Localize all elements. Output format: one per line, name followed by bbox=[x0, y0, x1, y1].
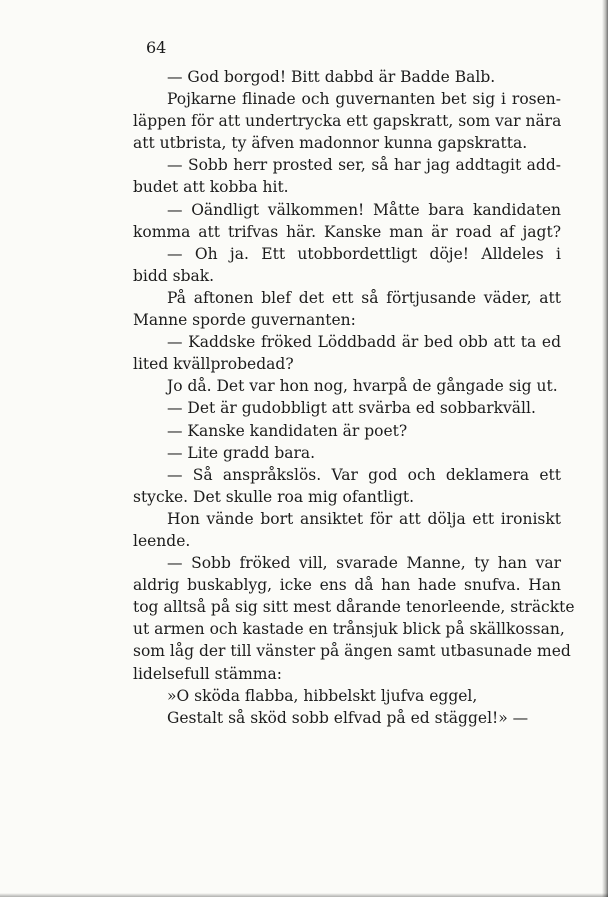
text-line: läppen för att undertrycka ett gapskratt, som var nära bbox=[133, 112, 562, 131]
text-line: komma att trifvas här. Kanske man är road af jagt? bbox=[133, 222, 561, 241]
text-line: aldrig buskablyg, icke ens då han hade snufva. Han bbox=[133, 576, 561, 595]
text-line: Jo då. Det var hon nog, hvarpå de gångade sig ut. bbox=[167, 377, 558, 396]
page-number: 64 bbox=[146, 38, 167, 57]
scan-edge-shadow bbox=[602, 0, 608, 897]
text-line: »O sköda flabba, hibbelskt ljufva eggel, bbox=[167, 686, 478, 705]
text-line: — Sobb fröked vill, svarade Manne, ty han var bbox=[167, 554, 561, 573]
text-line: tog alltså på sig sitt mest dårande tenorleende, sträckte bbox=[133, 598, 575, 617]
text-line: — God borgod! Bitt dabbd är Badde Balb. bbox=[167, 68, 496, 86]
text-line: — Sobb herr prosted ser, så har jag addtagit add- bbox=[167, 156, 561, 175]
text-line: — Oh ja. Ett utobbordettligt döje! Alldeles i bbox=[167, 244, 561, 263]
text-line: — Kaddske fröked Löddbadd är bed obb att ta ed bbox=[167, 333, 561, 352]
body-text bbox=[133, 66, 575, 729]
text-line: — Kanske kandidaten är poet? bbox=[167, 421, 408, 440]
text-line: som låg der till vänster på ängen samt utbasunade med bbox=[133, 642, 571, 661]
text-line: På aftonen blef det ett så förtjusande väder, att bbox=[167, 288, 561, 307]
text-line: Gestalt så sköd sobb elfvad på ed stäggel!» — bbox=[167, 708, 529, 727]
text-line: — Lite gradd bara. bbox=[167, 443, 316, 462]
text-line: budet att kobba hit. bbox=[133, 178, 289, 197]
text-line: Manne sporde guvernanten: bbox=[133, 311, 356, 330]
text-line: Pojkarne flinade och guvernanten bet sig i rosen- bbox=[167, 90, 561, 109]
text-line: att utbrista, ty äfven madonnor kunna gapskratta. bbox=[133, 134, 528, 153]
text-line: ut armen och kastade en trånsjuk blick på skällkossan, bbox=[133, 620, 565, 639]
text-line: stycke. Det skulle roa mig ofantligt. bbox=[133, 487, 415, 506]
text-line: — Så anspråkslös. Var god och deklamera ett bbox=[167, 465, 561, 484]
text-line: leende. bbox=[133, 531, 191, 550]
text-line: Hon vände bort ansiktet för att dölja ett ironiskt bbox=[167, 509, 561, 528]
text-line: lidelsefull stämma: bbox=[133, 664, 282, 683]
text-line: bidd sbak. bbox=[133, 266, 215, 285]
text-line: lited kvällprobedad? bbox=[133, 355, 294, 374]
text-line: — Det är gudobbligt att svärba ed sobbarkväll. bbox=[167, 399, 536, 418]
scan-bottom-shadow bbox=[0, 893, 608, 897]
text-line: — Oändligt välkommen! Måtte bara kandidaten bbox=[167, 200, 561, 219]
